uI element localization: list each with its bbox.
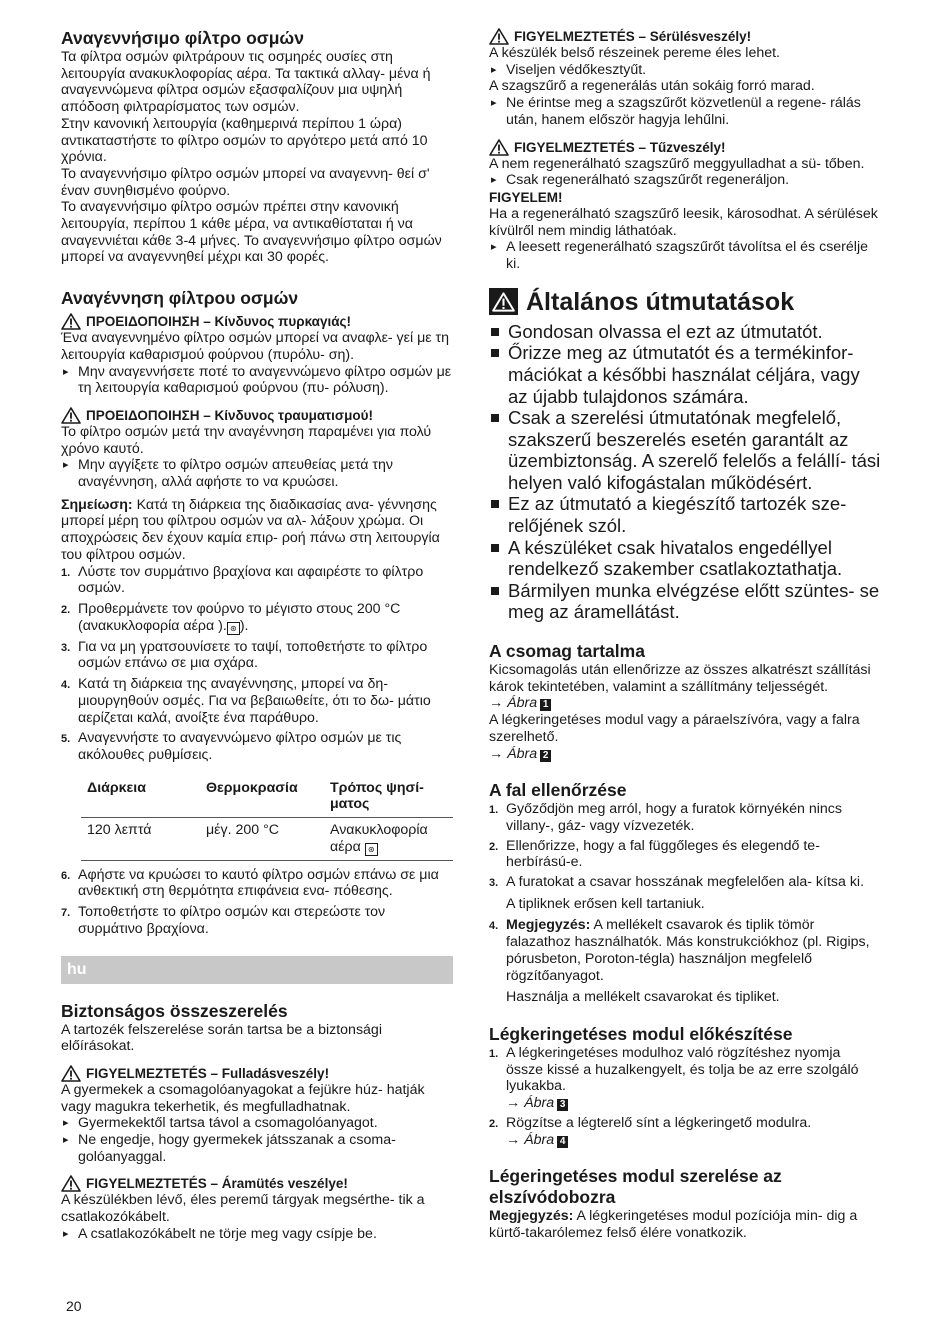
warning-label: ΠΡΟΕΙΔΟΠΟΙΗΣΗ – Κίνδυνος πυρκαγιάς! bbox=[86, 314, 352, 330]
figure-number: 2 bbox=[540, 750, 551, 762]
big-title-text: Általános útmutatások bbox=[526, 287, 795, 316]
air-circulation-icon: ⊛ bbox=[227, 622, 240, 635]
warning-text: Ένα αναγεννημένο φίλτρο οσμών μπορεί να αναφλε- γεί με τη λειτουργία καθαρισμού φούρνου (πυρόλυ- ση). bbox=[61, 330, 450, 363]
list-item: Csak a szerelési útmutatónak megfelelő, szakszerű beszerelés esetén garantált az üzembiztonság. A szerelő felelős a felállí- tási helyen való kifogástalan működésért. bbox=[489, 407, 881, 493]
page-number: 20 bbox=[66, 1298, 82, 1314]
figure-number: 4 bbox=[557, 1136, 568, 1148]
warning-text: Το φίλτρο οσμών μετά την αναγέννηση παραμένει για πολύ χρόνο καυτό. bbox=[61, 423, 432, 457]
step-text: Ellenőrizze, hogy a fal függőleges és elegendő te- herbírású-e. bbox=[506, 837, 820, 871]
warning-label: ΠΡΟΕΙΔΟΠΟΙΗΣΗ – Κίνδυνος τραυματισμού! bbox=[86, 407, 374, 423]
bullet-item: ▸ Ne érintse meg a szagszűrőt közvetlenül a regene- rálás után, hanem először hagyja lehűlni. bbox=[489, 95, 881, 128]
general-list bbox=[489, 321, 881, 623]
heading-wall-check: A fal ellenőrzése bbox=[489, 780, 627, 801]
attention-title: FIGYELEM! bbox=[489, 189, 563, 205]
figure-label: → Ábra bbox=[489, 745, 538, 762]
warning-triangle-icon bbox=[489, 139, 509, 156]
note-paragraph bbox=[489, 1208, 881, 1241]
note-label: Megjegyzés: bbox=[489, 1208, 574, 1225]
warning-fire-title bbox=[489, 139, 881, 156]
list-item: Ez az útmutató a kiegészítő tartozék sze- relőjének szól. bbox=[489, 493, 881, 536]
step-number: 4. bbox=[61, 679, 71, 692]
step-number: 2. bbox=[489, 1117, 499, 1130]
warning-label: FIGYELMEZTETÉS – Áramütés veszélye! bbox=[86, 1176, 348, 1192]
step-subtext: A tipliknek erősen kell tartaniuk. bbox=[506, 895, 705, 912]
warning-injury-title bbox=[489, 28, 881, 45]
step-number: 1. bbox=[61, 566, 71, 579]
list-item: Őrizze meg az útmutatót és a termékinfor- mációkat a későbbi használat céljára, vagy az újabb tulajdonos számára. bbox=[489, 342, 881, 407]
bullet-item: ▸ Csak regenerálható szagszűrőt regeneráljon. bbox=[489, 172, 881, 189]
list-item: Bármilyen munka elvégzése előtt szüntes- se meg az áramellátást. bbox=[489, 580, 881, 623]
step-item: 2. Προθερμάνετε τον φούρνο το μέγιστο στους 200 °C (ανακυκλοφορία αέρα ). ⊛ ). bbox=[61, 600, 401, 634]
paragraph: Τα φίλτρα οσμών φιλτράρουν τις οσμηρές ουσίες στη λειτουργία ανακυκλοφορίας αέρα. Τα τακτικά αλλαγ- μένα ή αναγεννώμενα φίλτρα οσμών εξασφαλίζουν μια υψηλή απόδοση φιλτραρίσματος των οσμών. bbox=[61, 49, 431, 116]
table-row bbox=[81, 818, 453, 861]
step-text: A furatokat a csavar hosszának megfelelően ala- kítsa ki. bbox=[506, 874, 865, 891]
step-text: Προθερμάνετε τον φούρνο το μέγιστο στους 200 °C (ανακυκλοφορία αέρα ). bbox=[78, 600, 401, 634]
table-cell bbox=[324, 818, 453, 861]
step-number: 3. bbox=[61, 641, 71, 654]
step-text: A mellékelt csavarok és tiplik tömör falazathoz használhatók. Más konstrukciókhoz (pl. Rigips, pórusbeton, Poroton-tégla) használjon megfelelő rögzítőanyagot. bbox=[506, 917, 870, 984]
warning-injury-title bbox=[61, 407, 453, 424]
left-column bbox=[61, 28, 453, 1243]
step-text: Αφήστε να κρυώσει το καυτό φίλτρο οσμών επάνω σε μια ανθεκτική στη θερμότητα επιφάνεια ενα- πόθεσης. bbox=[78, 866, 439, 900]
figure-label: → Ábra bbox=[506, 1095, 555, 1112]
step-text: A légkeringetéses modulhoz való rögzítéshez nyomja össze kissé a huzalkengyelt, és tolja be az erre szolgáló lyukakba. bbox=[506, 1045, 859, 1095]
warning-text: A készülék belső részeinek pereme éles lehet. bbox=[489, 45, 781, 61]
bullet-item: ▸ A leesett regenerálható szagszűrőt távolítsa el és cserélje ki. bbox=[489, 239, 881, 272]
table-header-row bbox=[81, 776, 453, 818]
note-paragraph bbox=[61, 497, 453, 564]
settings-table bbox=[81, 776, 453, 861]
step-text: Rögzítse a légterelő sínt a légkeringető modulra. bbox=[506, 1114, 812, 1131]
bullet-item: ▸ Viseljen védőkesztyűt. bbox=[489, 62, 881, 79]
warning-text: A szagszűrő a regenerálás után sokáig forró marad. bbox=[489, 78, 815, 95]
table-header: Θερμοκρασία bbox=[200, 776, 324, 818]
step-item bbox=[489, 874, 881, 891]
step-item bbox=[489, 801, 881, 834]
table-header: Τρόπος ψησί- ματος bbox=[324, 776, 453, 818]
warning-triangle-icon bbox=[61, 1175, 81, 1192]
warning-label: FIGYELMEZTETÉS – Sérülésveszély! bbox=[514, 29, 752, 44]
figure-ref bbox=[489, 695, 881, 712]
warning-label: FIGYELMEZTETÉS – Fulladásveszély! bbox=[86, 1065, 330, 1081]
step-number: 7. bbox=[61, 907, 71, 920]
warning-text: A nem regenerálható szagszűrő meggyulladhat a sü- tőben. bbox=[489, 155, 865, 172]
table-cell: 120 λεπτά bbox=[81, 818, 200, 861]
bullet-item: ▸ Gyermekektől tartsa távol a csomagolóanyagot. bbox=[61, 1115, 453, 1132]
attention-text: Ha a regenerálható szagszűrő leesik, károsodhat. A sérülések kívülről nem mindig láthatóak. bbox=[489, 205, 878, 239]
note-label: Megjegyzés: bbox=[506, 917, 591, 934]
heading-regenerable-filter: Αναγεννήσιμο φίλτρο οσμών bbox=[61, 28, 304, 48]
note-text: Κατά τη διάρκεια της διαδικασίας ανα- γέννησης μπορεί μέρη του φίλτρου οσμών να αλ- λάξουν χρώμα. Οι αποχρώσεις δεν έχουν καμία επιρ- ροή πάνω στη λειτουργία του φίλτρου οσμών. bbox=[61, 496, 440, 563]
language-bar: hu bbox=[61, 956, 453, 984]
step-number: 1. bbox=[489, 804, 499, 817]
step-number: 2. bbox=[489, 840, 499, 853]
step-text: Αναγεννήστε το αναγεννώμενο φίλτρο οσμών με τις ακόλουθες ρυθμίσεις. bbox=[78, 730, 402, 763]
step-item bbox=[61, 639, 453, 672]
step-text: Κατά τη διάρκεια της αναγέννησης, μπορεί να δη- μιουργηθούν οσμές. Για να βεβαιωθείτε, ότι το δω- μάτιο αερίζεται καλά, ανοίξτε ένα παράθυρο. bbox=[78, 676, 431, 726]
step-number: 5. bbox=[61, 733, 71, 746]
step-item bbox=[489, 1045, 881, 1095]
step-item bbox=[489, 917, 881, 984]
warning-triangle-icon bbox=[61, 1065, 81, 1082]
step-number: 1. bbox=[489, 1048, 499, 1060]
step-text: Τοποθετήστε το φίλτρο οσμών και στερεώστε τον συρμάτινο βραχίονα. bbox=[78, 904, 386, 937]
bullet-item: ▸ Μην αγγίξετε το φίλτρο οσμών απευθείας μετά την αναγέννηση, αλλά αφήστε το να κρυώσει. bbox=[61, 457, 453, 490]
warning-triangle-icon bbox=[61, 407, 81, 424]
step-item bbox=[61, 564, 453, 597]
note-text: A légkeringetéses modul pozíciója min- dig a kürtő-takarólemez felső élére vonatkozik. bbox=[489, 1208, 858, 1241]
step-text: Λύστε τον συρμάτινο βραχίονα και αφαιρέστε το φίλτρο οσμών. bbox=[78, 563, 424, 597]
paragraph: A légkeringetéses modul vagy a páraelszívóra, vagy a falra szerelhető. bbox=[489, 712, 860, 745]
figure-label: → Ábra bbox=[506, 1131, 555, 1148]
step-number: 3. bbox=[489, 877, 499, 890]
cooking-mode-text: Ανακυκλοφορία αέρα bbox=[330, 822, 428, 855]
step-item bbox=[61, 867, 453, 900]
warning-text: A gyermekek a csomagolóanyagokat a fejükre húz- hatják vagy magukra tekerhetik, és megfulladhatnak. bbox=[61, 1081, 425, 1115]
step-item bbox=[61, 904, 453, 937]
heading-filter-regeneration: Αναγέννηση φίλτρου οσμών bbox=[61, 288, 299, 309]
step-subtext: Használja a mellékelt csavarokat és tipliket. bbox=[506, 989, 780, 1006]
figure-label: → Ábra bbox=[489, 695, 538, 712]
warning-triangle-icon bbox=[489, 28, 509, 45]
step-item bbox=[489, 1115, 881, 1132]
note-label: Σημείωση: bbox=[61, 496, 133, 513]
bullet-item: ▸ Μην αναγεννήσετε ποτέ το αναγεννώμενο φίλτρο οσμών με τη λειτουργία καθαρισμού φούρνου (πυ- ρόλυση). bbox=[61, 364, 453, 397]
step-number: 6. bbox=[61, 869, 71, 882]
step-item bbox=[489, 838, 881, 871]
step-text: Για να μη γρατσουνίσετε το ταψί, τοποθετήστε το φίλτρο οσμών επάνω σε μια σχάρα. bbox=[78, 638, 428, 672]
paragraph: Το αναγεννήσιμο φίλτρο οσμών πρέπει στην κανονική λειτουργία, περίπου 1 κάθε μέρα, να αντικαθίσταται ή να αναγεννιέται κάθε 3-4 μήνες. Το αναγεννήσιμο φίλτρο οσμών μπορεί να αναγεννηθεί μέχρι και 30 φορές. bbox=[61, 199, 442, 266]
right-column bbox=[489, 28, 881, 1242]
paragraph: A tartozék felszerelése során tartsa be a biztonsági előírásokat. bbox=[61, 1021, 382, 1055]
paragraph: Στην κανονική λειτουργία (καθημερινά περίπου 1 ώρα) αντικαταστήστε το φίλτρο οσμών το αργότερο μετά από 10 χρόνια. bbox=[61, 115, 428, 166]
warning-suffocation-title bbox=[61, 1065, 453, 1082]
paragraph: Το αναγεννήσιμο φίλτρο οσμών μπορεί να αναγεννη- θεί σ' έναν συνηθισμένο φούρνο. bbox=[61, 165, 430, 199]
heading-module-mounting: Légeringetéses modul szerelése az elszívódobozra bbox=[489, 1166, 782, 1208]
heading-module-preparation: Légkeringetéses modul előkészítése bbox=[489, 1024, 793, 1044]
step-item bbox=[61, 676, 453, 726]
figure-ref bbox=[489, 746, 881, 763]
step-number: 2. bbox=[61, 603, 71, 616]
figure-number: 3 bbox=[557, 1099, 568, 1111]
list-item: A készüléket csak hivatalos engedéllyel rendelkező szakember csatlakoztathatja. bbox=[489, 537, 881, 580]
warning-fire-title bbox=[61, 313, 453, 330]
bullet-item: ▸ A csatlakozókábelt ne törje meg vagy csípje be. bbox=[61, 1226, 453, 1243]
warning-triangle-icon bbox=[61, 313, 81, 330]
step-number: 4. bbox=[489, 920, 499, 933]
figure-ref bbox=[489, 1132, 881, 1149]
warning-text: A készülékben lévő, éles peremű tárgyak megsérthe- tik a csatlakozókábelt. bbox=[61, 1192, 425, 1226]
warning-triangle-icon bbox=[489, 288, 518, 315]
step-item bbox=[61, 730, 453, 763]
heading-safe-installation: Biztonságos összeszerelés bbox=[61, 1000, 288, 1021]
table-header: Διάρκεια bbox=[81, 776, 200, 818]
figure-ref bbox=[489, 1095, 881, 1112]
bullet-item: ▸ Ne engedje, hogy gyermekek játsszanak a csoma- golóanyaggal. bbox=[61, 1132, 453, 1165]
general-instructions-title bbox=[489, 287, 881, 317]
step-text: Győződjön meg arról, hogy a furatok környékén nincs villany-, gáz- vagy vízvezeték. bbox=[506, 801, 842, 834]
warning-label: FIGYELMEZTETÉS – Tűzveszély! bbox=[514, 139, 726, 155]
table-cell: μέγ. 200 °C bbox=[200, 818, 324, 861]
heading-package-contents: A csomag tartalma bbox=[489, 641, 645, 662]
paragraph: Kicsomagolás után ellenőrizze az összes alkatrészt szállítási károk tekintetében, valamint a szállítmány teljességét. bbox=[489, 662, 871, 695]
warning-shock-title bbox=[61, 1175, 453, 1192]
figure-number: 1 bbox=[540, 699, 551, 711]
list-item: Gondosan olvassa el ezt az útmutatót. bbox=[489, 321, 881, 343]
air-circulation-icon: ⊛ bbox=[365, 843, 378, 856]
